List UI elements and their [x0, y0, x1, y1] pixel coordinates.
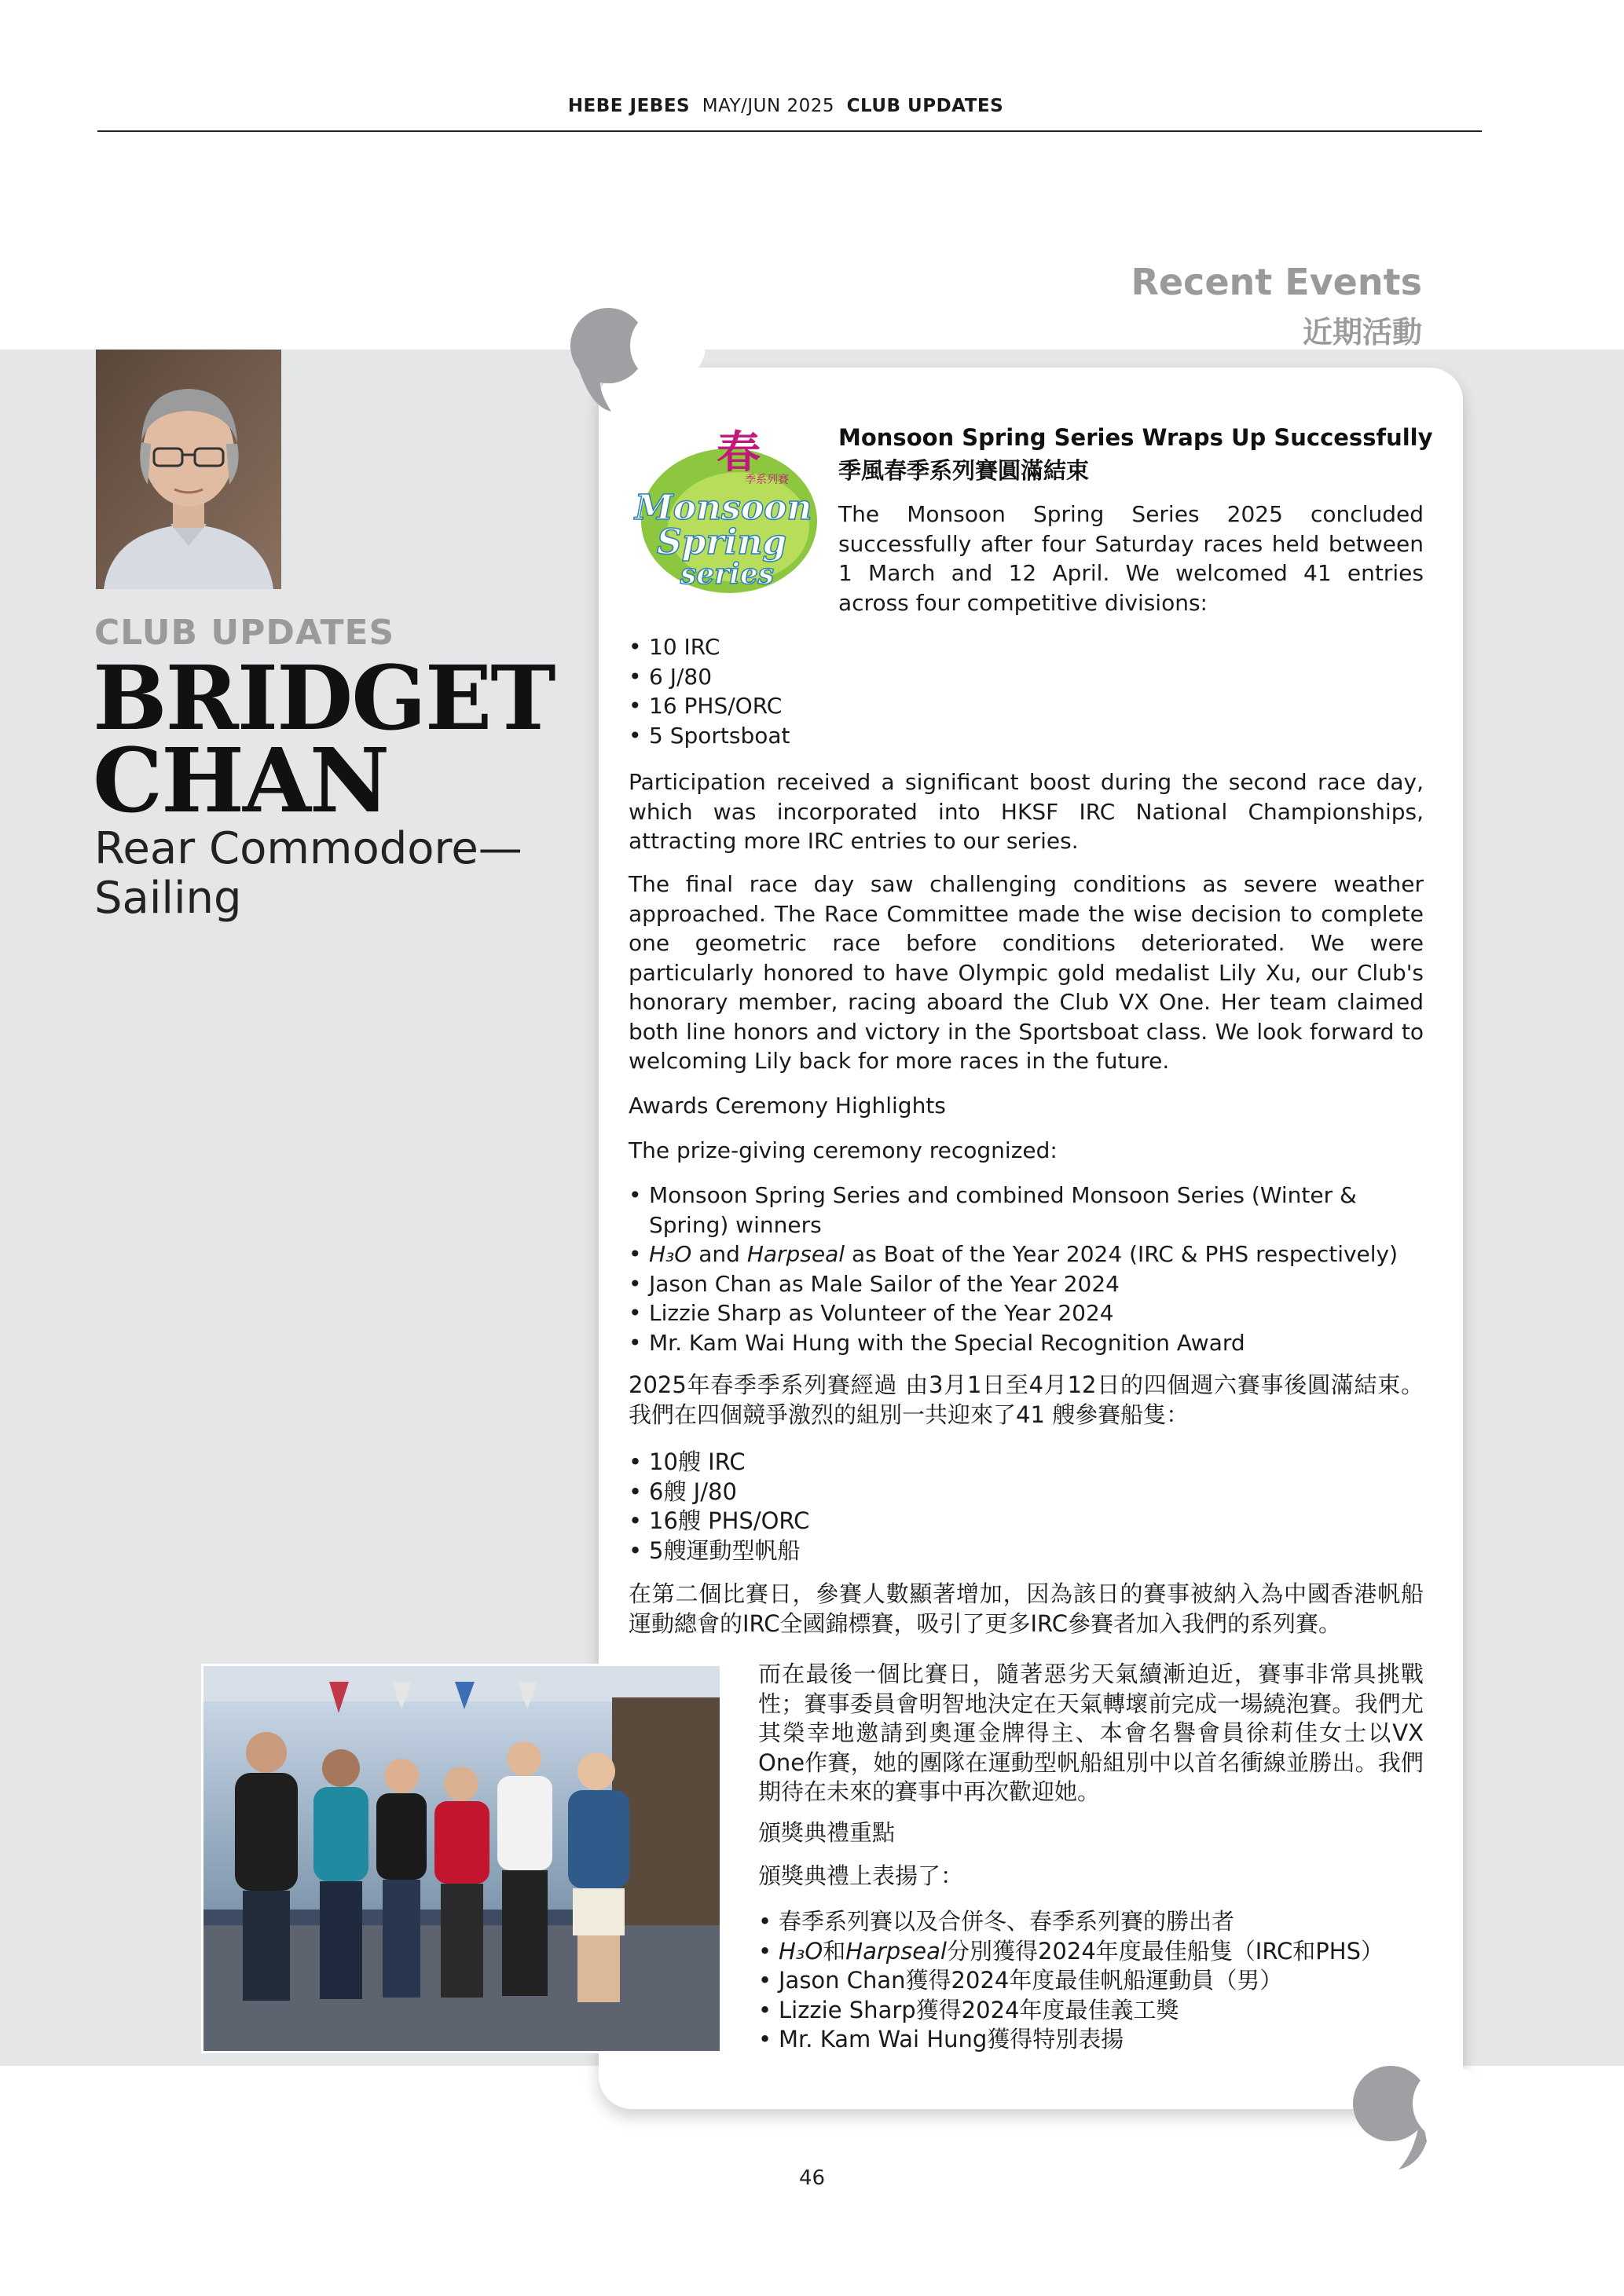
list-item: • 5 Sportsboat [629, 721, 1424, 751]
close-quote-icon [1351, 2063, 1444, 2155]
awards-list-en [629, 1181, 1424, 1357]
list-item: • 春季系列賽以及合併冬、春季系列賽的勝出者 [758, 1907, 1424, 1937]
article-intro-zh [629, 1371, 1424, 1430]
profile-role-line2: Sailing [94, 873, 242, 924]
section-label-en: Recent Events [1131, 261, 1422, 303]
header-divider [97, 130, 1482, 132]
boat-name: H₃O [779, 1937, 823, 1965]
list-item: • Lizzie Sharp as Volunteer of the Year 2024 [629, 1298, 1424, 1328]
portrait-photo [96, 350, 281, 589]
logo-spring-char: 春 [717, 427, 761, 478]
boat-name: Harpseal [845, 1937, 947, 1965]
issue-date: MAY/JUN 2025 [702, 96, 834, 116]
monsoon-spring-series-logo [629, 427, 831, 595]
awards-photo [201, 1664, 722, 2053]
list-item: • H₃O and Harpseal as Boat of the Year 2024 (IRC & PHS respectively) [629, 1240, 1424, 1269]
paragraph: 而在最後一個比賽日，隨著惡劣天氣續漸迫近，賽事非常具挑戰性；賽事委員會明智地決定在天氣轉壞前完成一場繞泡賽。我們尤其榮幸地邀請到奧運金牌得主、本會名譽會員徐莉佳女士以VX One作賽，她的團隊在運動型帆船組別中以首名衝線並勝出。我們期待在未來的賽事中再次歡迎她。 [758, 1661, 1424, 1805]
section-label-zh: 近期活動 [1302, 315, 1422, 350]
list-item: • Jason Chan獲得2024年度最佳帆船運動員（男） [758, 1966, 1424, 1996]
list-item: • Monsoon Spring Series and combined Monsoon Series (Winter & Spring) winners [629, 1181, 1424, 1240]
article-title-en: Monsoon Spring Series Wraps Up Successfully [838, 424, 1433, 451]
awards-intro: The prize-giving ceremony recognized: [629, 1137, 1058, 1163]
awards-heading: Awards Ceremony Highlights [629, 1093, 946, 1119]
list-item: • 16 PHS/ORC [629, 691, 1424, 721]
boat-name: Harpseal [746, 1241, 845, 1267]
paragraph: Participation received a significant boost during the second race day, which was incorporated into HKSF IRC National Championships, attracting more IRC entries to our series. [629, 769, 1424, 854]
awards-heading-zh: 頒獎典禮重點 [758, 1819, 896, 1846]
article-title-zh: 季風春季系列賽圓滿結束 [838, 457, 1090, 484]
page-number: 46 [798, 2166, 826, 2190]
list-item: • 6艘 J/80 [629, 1478, 1424, 1507]
list-item: • Lizzie Sharp獲得2024年度最佳義工獎 [758, 1996, 1424, 2026]
magazine-name: HEBE JEBES [567, 96, 691, 116]
list-item: • Jason Chan as Male Sailor of the Year 2024 [629, 1269, 1424, 1299]
paragraph: 2025年春季季系列賽經過 由3月1日至4月12日的四個週六賽事後圓滿結束。我們在四個競爭激烈的組別一共迎來了41 艘參賽船隻： [629, 1371, 1424, 1428]
article-intro: The Monsoon Spring Series 2025 concluded successfully after four Saturday races held between 1 March and 12 April. We welcomed 41 entries across four competitive divisions: [838, 501, 1424, 616]
paragraph: The final race day saw challenging conditions as severe weather approached. The Race Committee made the wise decision to complete one geometric race before conditions deteriorated. We were particularly honored to have Olympic gold medalist Lily Xu, our Club's honorary member, racing aboard the Club VX One. Her team claimed both line honors and victory in the Sportsboat class. We look forward to welcoming Lily back for more races in the future. [629, 871, 1424, 1074]
open-quote-icon [567, 305, 660, 397]
header-section: CLUB UPDATES [846, 96, 1004, 116]
list-item: • Mr. Kam Wai Hung獲得特別表揚 [758, 2025, 1424, 2055]
list-item: • Mr. Kam Wai Hung with the Special Recognition Award [629, 1328, 1424, 1358]
division-list-en [629, 632, 1424, 750]
awards-intro-zh: 頒獎典禮上表揚了： [758, 1862, 964, 1889]
running-header [0, 96, 1571, 116]
list-item: • 5艘運動型帆船 [629, 1536, 1424, 1566]
list-item: • 10 IRC [629, 632, 1424, 662]
division-list-zh [629, 1448, 1424, 1565]
article-para1-zh [629, 1580, 1424, 1639]
profile-category: CLUB UPDATES [94, 613, 395, 653]
awards-list-zh [758, 1907, 1424, 2055]
paragraph: 在第二個比賽日，參賽人數顯著增加，因為該日的賽事被納入為中國香港帆船運動總會的IRC全國錦標賽，吸引了更多IRC參賽者加入我們的系列賽。 [629, 1580, 1424, 1637]
article-para1 [629, 767, 1424, 856]
list-item: • 6 J/80 [629, 662, 1424, 692]
logo-small-text: 季系列賽 [745, 474, 789, 486]
article-para2-zh [758, 1660, 1424, 1807]
logo-word-spring: Spring [657, 522, 787, 562]
boat-name: H₃O [649, 1241, 692, 1267]
list-item: • 10艘 IRC [629, 1448, 1424, 1478]
logo-word-series: series [680, 558, 774, 591]
profile-first-name: BRIDGET [93, 647, 555, 750]
article-para2 [629, 870, 1424, 1076]
list-item: • 16艘 PHS/ORC [629, 1507, 1424, 1536]
list-item: • H₃O和Harpseal分別獲得2024年度最佳船隻（IRC和PHS） [758, 1937, 1424, 1967]
logo-word-monsoon: Monsoon [635, 488, 812, 528]
profile-last-name: CHAN [93, 730, 389, 833]
profile-role-line1: Rear Commodore— [94, 823, 522, 874]
